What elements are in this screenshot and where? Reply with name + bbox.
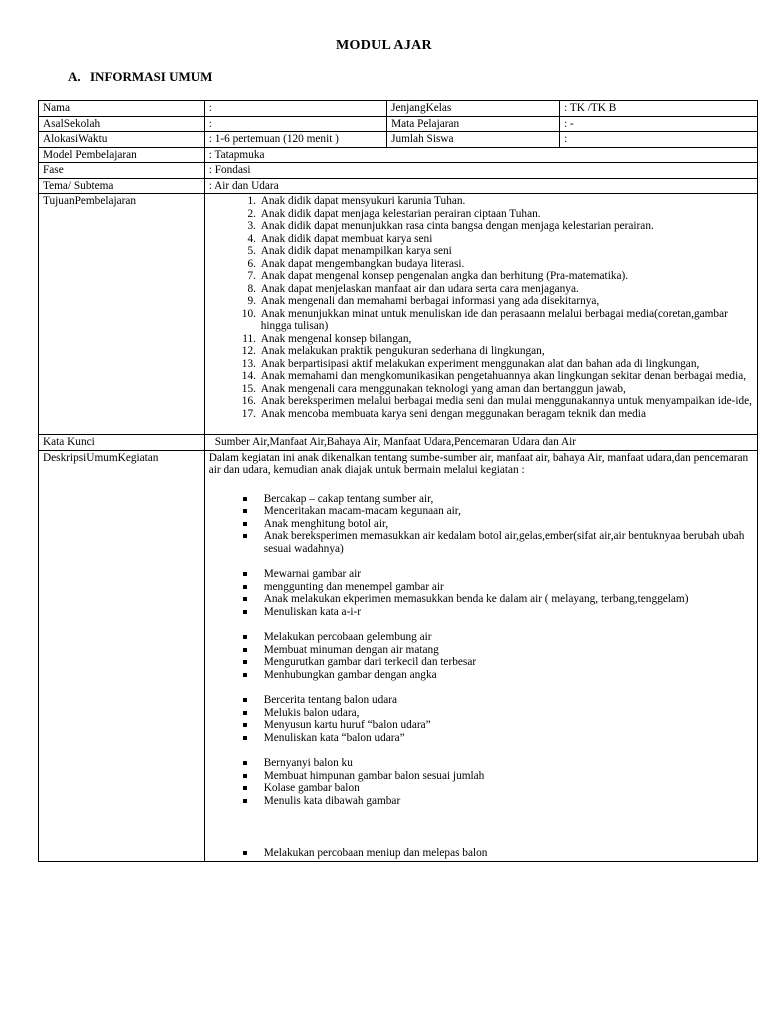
activity-item: Menceritakan macam-macam kegunaan air, [264, 505, 753, 518]
activity-item: Anak bereksperimen memasukkan air kedalam botol air,gelas,ember(sifat air,air bentuknyaa berubah ubah sesuai wadahnya) [264, 530, 753, 555]
activity-item: Anak menghitung botol air, [264, 518, 753, 531]
row-nama [39, 101, 758, 117]
tujuan-item: 16. Anak bereksperimen melalui berbagai media seni dan mulai menggunakannya untuk menyampaikan ide-ide, [259, 395, 753, 408]
activity-item: Bernyanyi balon ku [264, 757, 753, 770]
tujuan-item: 11. Anak mengenal konsep bilangan, [259, 333, 753, 346]
tujuan-item: 12. Anak melakukan praktik pengukuran sederhana di lingkungan, [259, 345, 753, 358]
deskripsi-intro: Dalam kegiatan ini anak dikenalkan tentang sumbe-sumber air, manfaat air, bahaya Air, manfaat udara,dan pencemaran air dan udara, kemudian anak diajak untuk bermain melalui kegiatan : [208, 451, 749, 476]
label-model-pembelajaran: Model Pembelajaran [39, 147, 205, 163]
label-fase: Fase [39, 163, 205, 179]
activity-item: Mengurutkan gambar dari terkecil dan terbesar [264, 656, 753, 669]
activity-item: Menhubungkan gambar dengan angka [264, 669, 753, 682]
row-alokasi-waktu [39, 132, 758, 148]
value-kata-kunci: Sumber Air,Manfaat Air,Bahaya Air, Manfaat Udara,Pencemaran Udara dan Air [204, 435, 757, 451]
activity-group [209, 757, 753, 807]
label-nama: Nama [39, 101, 205, 117]
row-tujuan-pembelajaran [39, 194, 758, 435]
tujuan-item: 8. Anak dapat menjelaskan manfaat air dan udara serta cara menjaganya. [259, 283, 753, 296]
activity-item: Bercerita tentang balon udara [264, 694, 753, 707]
label-alokasi-waktu: AlokasiWaktu [39, 132, 205, 148]
activity-group [209, 631, 753, 681]
value-alokasi-waktu: : 1-6 pertemuan (120 menit ) [204, 132, 386, 148]
value-jenjang-kelas: : TK /TK B [560, 101, 758, 117]
value-jumlah-siswa: : [560, 132, 758, 148]
value-tujuan-pembelajaran [204, 194, 757, 435]
tujuan-item: 6. Anak dapat mengembangkan budaya literasi. [259, 258, 753, 271]
tujuan-item: 1. Anak didik dapat mensyukuri karunia Tuhan. [259, 195, 753, 208]
activity-group [209, 694, 753, 744]
tujuan-item: 13. Anak berpartisipasi aktif melakukan experiment menggunakan alat dan bahan ada di lingkungan, [259, 358, 753, 371]
label-jenjang-kelas: JenjangKelas [387, 101, 560, 117]
tujuan-item: 17. Anak mencoba membuata karya seni dengan meggunakan beragam teknik dan media [259, 408, 753, 421]
label-mata-pelajaran: Mata Pelajaran [387, 116, 560, 132]
activity-item: Menulis kata dibawah gambar [264, 795, 753, 808]
label-jumlah-siswa: Jumlah Siswa [387, 132, 560, 148]
value-deskripsi-kegiatan [204, 450, 757, 861]
row-tema [39, 178, 758, 194]
tujuan-list [209, 195, 753, 420]
label-asal-sekolah: AsalSekolah [39, 116, 205, 132]
row-fase [39, 163, 758, 179]
activity-groups [209, 493, 753, 860]
value-fase: : Fondasi [204, 163, 757, 179]
activity-item: Membuat himpunan gambar balon sesuai jumlah [264, 770, 753, 783]
row-asal-sekolah [39, 116, 758, 132]
document-title: MODUL AJAR [336, 38, 432, 53]
row-model-pembelajaran [39, 147, 758, 163]
label-kata-kunci: Kata Kunci [39, 435, 205, 451]
label-tema: Tema/ Subtema [39, 178, 205, 194]
activity-item: Menyusun kartu huruf “balon udara” [264, 719, 753, 732]
activity-item: Mewarnai gambar air [264, 568, 753, 581]
tujuan-item: 14. Anak memahami dan mengkomunikasikan pengetahuannya akan lingkungan sekitar denan berbagai media, [259, 370, 753, 383]
label-deskripsi-kegiatan: DeskripsiUmumKegiatan [39, 450, 205, 861]
row-kata-kunci [39, 435, 758, 451]
activity-item: Melakukan percobaan gelembung air [264, 631, 753, 644]
tujuan-item: 5. Anak didik dapat menampilkan karya seni [259, 245, 753, 258]
info-table [38, 100, 758, 862]
activity-item: Melakukan percobaan meniup dan melepas balon [264, 847, 753, 860]
tujuan-item: 4. Anak didik dapat membuat karya seni [259, 233, 753, 246]
tujuan-item: 3. Anak didik dapat menunjukkan rasa cinta bangsa dengan menjaga kelestarian perairan. [259, 220, 753, 233]
tujuan-item: 2. Anak didik dapat menjaga kelestarian perairan ciptaan Tuhan. [259, 208, 753, 221]
activity-item: Menuliskan kata “balon udara” [264, 732, 753, 745]
value-mata-pelajaran: : - [560, 116, 758, 132]
label-tujuan-pembelajaran: TujuanPembelajaran [39, 194, 205, 435]
activity-item: Anak melakukan ekperimen memasukkan benda ke dalam air ( melayang, terbang,tenggelam) [264, 593, 753, 606]
activity-item: Kolase gambar balon [264, 782, 753, 795]
activity-item: Menuliskan kata a-i-r [264, 606, 753, 619]
section-heading [68, 69, 212, 85]
section-label: INFORMASI UMUM [90, 69, 213, 84]
tujuan-item: 15. Anak mengenali cara menggunakan teknologi yang aman dan bertanggun jawab, [259, 383, 753, 396]
activity-item: Membuat minuman dengan air matang [264, 644, 753, 657]
activity-item: menggunting dan menempel gambar air [264, 581, 753, 594]
value-model-pembelajaran: : Tatapmuka [204, 147, 757, 163]
activity-item: Melukis balon udara, [264, 707, 753, 720]
value-asal-sekolah: : [204, 116, 386, 132]
value-tema: : Air dan Udara [204, 178, 757, 194]
tujuan-item: 9. Anak mengenali dan memahami berbagai informasi yang ada disekitarnya, [259, 295, 753, 308]
activity-group [209, 847, 753, 860]
tujuan-item: 7. Anak dapat mengenal konsep pengenalan angka dan berhitung (Pra-matematika). [259, 270, 753, 283]
section-letter: A. [68, 69, 81, 84]
activity-item: Bercakap – cakap tentang sumber air, [264, 493, 753, 506]
activity-group [209, 493, 753, 556]
value-nama: : [204, 101, 386, 117]
activity-group [209, 568, 753, 618]
row-deskripsi-kegiatan [39, 450, 758, 861]
tujuan-item: 10. Anak menunjukkan minat untuk menuliskan ide dan perasaann melalui berbagai media(coretan,gambar hingga tulisan) [259, 308, 753, 333]
